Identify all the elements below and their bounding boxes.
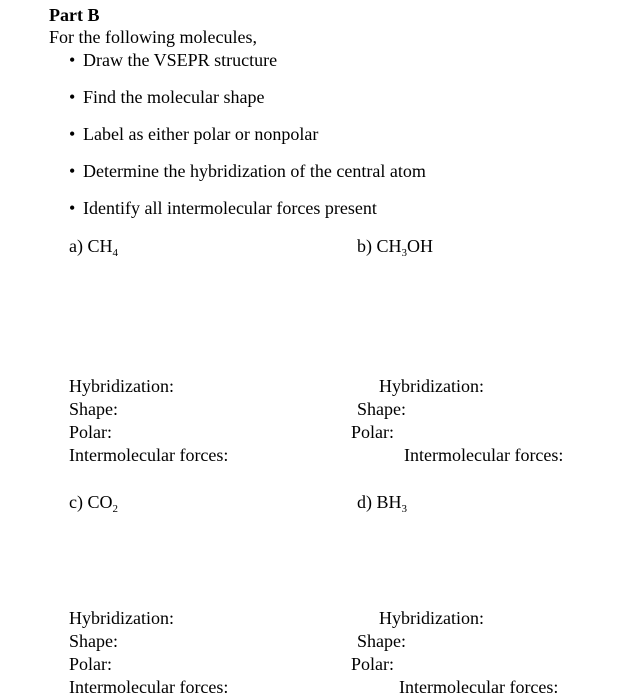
bullet-item <box>69 123 318 145</box>
molecule-c-label: c) $CO_2$ <box>69 492 118 515</box>
bullet-item <box>69 197 377 219</box>
bullet-item <box>69 160 426 182</box>
bullet-icon: • <box>69 198 76 218</box>
bullet-icon: • <box>69 50 76 70</box>
c-shape-label: Shape: <box>69 631 118 651</box>
intro-text: For the following molecules, <box>49 27 257 47</box>
part-title: Part B <box>49 5 100 25</box>
bullet-text: Identify all intermolecular forces present <box>83 198 377 218</box>
bullet-icon: • <box>69 161 76 181</box>
b-imf-label: Intermolecular forces: <box>404 445 564 465</box>
d-hybridization-label: Hybridization: <box>379 608 484 628</box>
molecule-c-subscript: 2 <box>112 503 118 515</box>
a-shape-label: Shape: <box>69 399 118 419</box>
b-hybridization-label: Hybridization: <box>379 376 484 396</box>
molecule-b-subscript: 3 <box>401 247 407 259</box>
c-polar-label: Polar: <box>69 654 112 674</box>
bullet-icon: • <box>69 124 76 144</box>
molecule-a-subscript: 4 <box>112 247 118 259</box>
bullet-item <box>69 49 277 71</box>
b-polar-label: Polar: <box>351 422 394 442</box>
c-imf-label: Intermolecular forces: <box>69 677 229 697</box>
bullet-icon: • <box>69 87 76 107</box>
bullet-text: Find the molecular shape <box>83 87 265 107</box>
a-hybridization-label: Hybridization: <box>69 376 174 396</box>
a-imf-label: Intermolecular forces: <box>69 445 229 465</box>
d-shape-label: Shape: <box>357 631 406 651</box>
molecule-d-subscript: 3 <box>401 503 407 515</box>
bullet-text: Determine the hybridization of the central atom <box>83 161 426 181</box>
d-imf-label: Intermolecular forces: <box>399 677 559 697</box>
molecule-a-label: a) $CH_4$ <box>69 236 118 259</box>
a-polar-label: Polar: <box>69 422 112 442</box>
molecule-d-label: d) $BH_3$ <box>357 492 407 515</box>
c-hybridization-label: Hybridization: <box>69 608 174 628</box>
d-polar-label: Polar: <box>351 654 394 674</box>
bullet-text: Label as either polar or nonpolar <box>83 124 319 144</box>
bullet-item <box>69 86 264 108</box>
b-shape-label: Shape: <box>357 399 406 419</box>
molecule-b-label: b) $CH_3OH$ <box>357 236 433 259</box>
bullet-text: Draw the VSEPR structure <box>83 50 278 70</box>
